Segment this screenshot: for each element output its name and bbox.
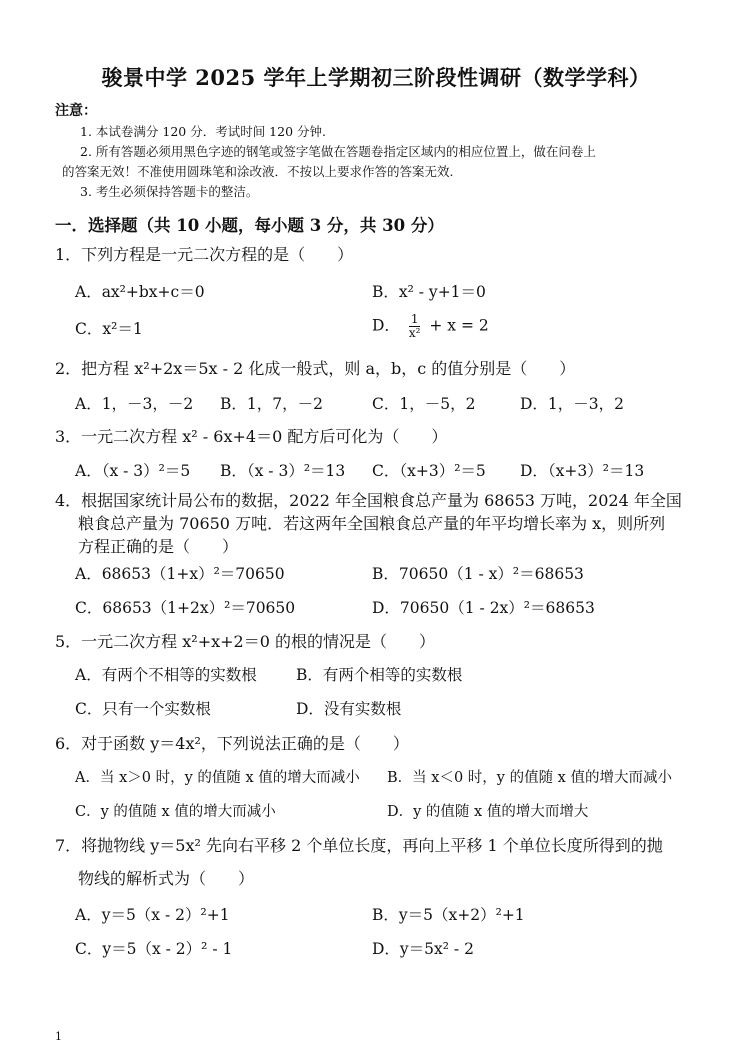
question-1-stem: 1．下列方程是一元二次方程的是（ ） [55,245,354,264]
question-1-option-d-label: D． [372,316,400,335]
question-6-option-a: A．当 x＞0 时，y 的值随 x 值的增大而减小 [75,770,360,786]
question-6-stem: 6．对于函数 y＝4x²，下列说法正确的是（ ） [55,734,409,753]
fraction-denominator: x² [408,326,421,340]
question-5-option-c: C．只有一个实数根 [75,700,211,718]
question-4-stem-line-3: 方程正确的是（ ） [78,537,239,556]
note-3: 3. 考生必须保持答题卡的整洁。 [80,184,259,199]
section-heading: 一．选择题（共 10 小题，每小题 3 分，共 30 分） [55,216,444,235]
fraction-numerator: 1 [410,312,419,326]
question-1-option-a: A．ax²+bx+c＝0 [75,283,205,301]
question-6-option-b: B．当 x＜0 时，y 的值随 x 值的增大而减小 [387,770,672,786]
question-6-option-d: D．y 的值随 x 值的增大而增大 [387,804,589,820]
question-7-stem-line-2: 物线的解析式为（ ） [78,869,255,888]
question-2-option-c: C．1，－5，2 [372,395,476,413]
question-3-option-d: D．（x+3）²＝13 [520,462,645,480]
question-1-option-d-tail: + x = 2 [429,316,489,335]
question-5-option-a: A．有两个不相等的实数根 [75,666,257,684]
question-2-option-a: A．1，－3，－2 [75,395,194,413]
question-3-option-b: B．（x - 3）²＝13 [220,462,346,480]
question-3-option-c: C．（x+3）²＝5 [372,462,486,480]
question-4-option-d: D．70650（1 - 2x）²＝68653 [372,599,595,617]
question-7-option-a: A．y＝5（x - 2）²+1 [75,906,230,924]
question-1-option-d [372,313,489,340]
question-2-option-d: D．1，－3，2 [520,395,625,413]
question-4-stem-line-2: 粮食总产量为 70650 万吨．若这两年全国粮食总产量的年平均增长率为 x，则所列 [78,514,666,533]
question-6-option-c: C．y 的值随 x 值的增大而减小 [75,804,276,820]
note-2-cont: 的答案无效！不准使用圆珠笔和涂改液．不按以上要求作答的答案无效. [62,164,454,179]
question-4-option-b: B．70650（1 - x）²＝68653 [372,565,584,583]
question-7-option-b: B．y＝5（x+2）²+1 [372,906,525,924]
question-4-stem-line-1: 4．根据国家统计局公布的数据，2022 年全国粮食总产量为 68653 万吨，2024 年全国 [55,491,682,510]
question-4-option-c: C．68653（1+2x）²＝70650 [75,599,296,617]
question-5-option-d: D．没有实数根 [296,700,402,718]
question-5-stem: 5．一元二次方程 x²+x+2＝0 的根的情况是（ ） [55,632,435,651]
note-1: 1. 本试卷满分 120 分．考试时间 120 分钟. [80,124,326,139]
question-3-option-a: A．（x - 3）²＝5 [75,462,191,480]
question-5-option-b: B．有两个相等的实数根 [296,666,463,684]
page-title: 骏景中学 2025 学年上学期初三阶段性调研（数学学科） [101,65,651,90]
note-2: 2. 所有答题必须用黑色字迹的钢笔或签字笔做在答题卷指定区域内的相应位置上，做在问卷上 [80,144,596,159]
page-number: 1 [55,1030,62,1043]
question-2-stem: 2．把方程 x²+2x＝5x - 2 化成一般式，则 a，b，c 的值分别是（ ） [55,359,576,378]
question-1-option-c: C．x²＝1 [75,320,143,338]
question-2-option-b: B．1，7，－2 [220,395,323,413]
question-7-stem-line-1: 7．将抛物线 y＝5x² 先向右平移 2 个单位长度，再向上平移 1 个单位长度所得到的抛 [55,836,663,855]
question-4-option-a: A．68653（1+x）²＝70650 [75,565,285,583]
question-1-option-b: B．x² - y+1＝0 [372,283,486,301]
question-7-option-c: C．y＝5（x - 2）² - 1 [75,940,233,958]
notes-label: 注意： [55,103,97,119]
question-7-option-d: D．y＝5x² - 2 [372,940,474,958]
fraction [407,313,423,340]
question-3-stem: 3．一元二次方程 x² - 6x+4＝0 配方后可化为（ ） [55,427,448,446]
